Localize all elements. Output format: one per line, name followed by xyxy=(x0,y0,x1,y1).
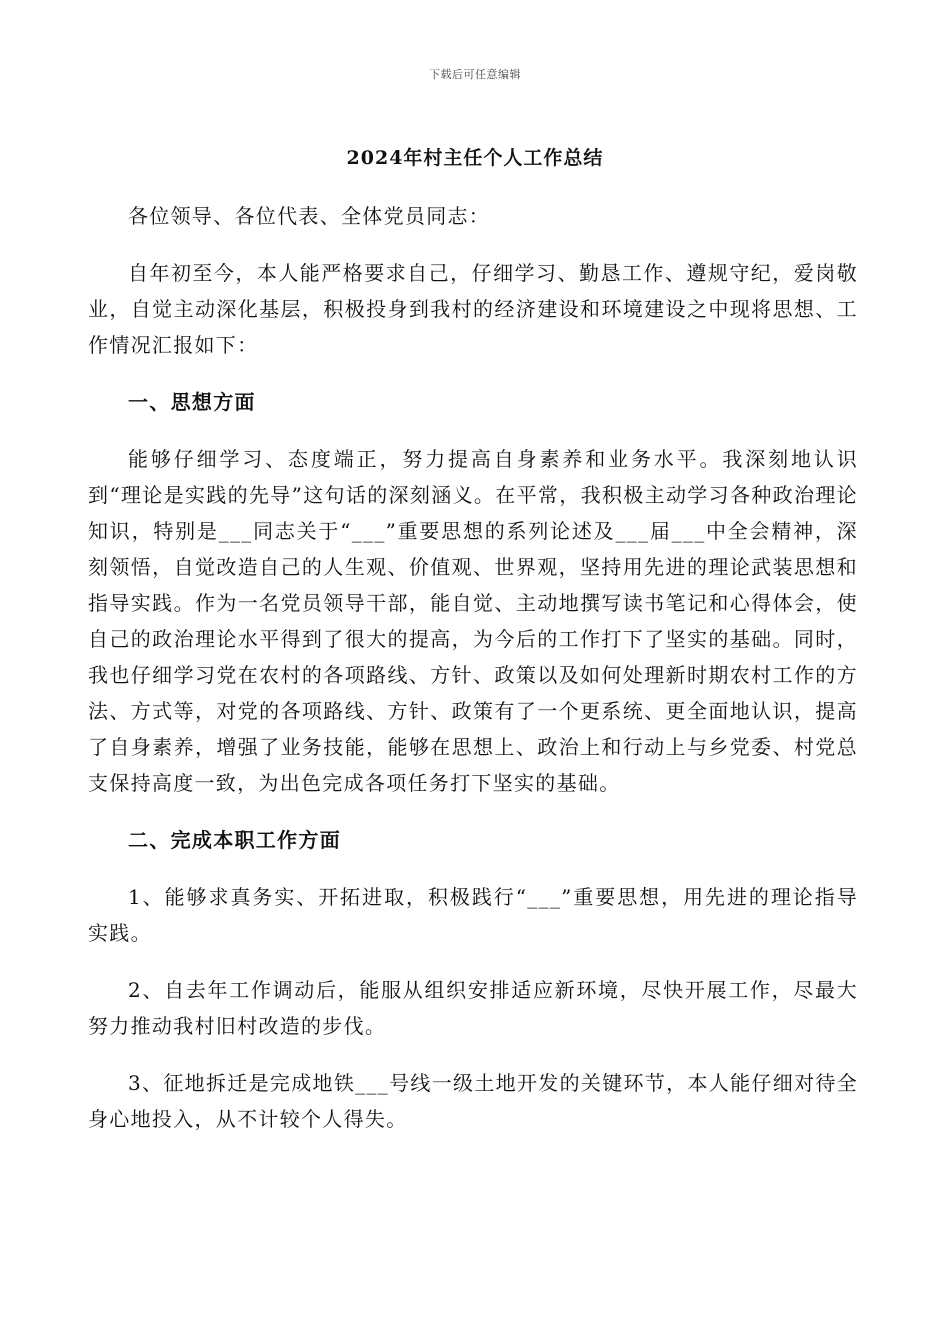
document-title: 2024年村主任个人工作总结 xyxy=(346,147,604,169)
duty-item-3: 3、征地拆迁是完成地铁___号线一级土地开发的关键环节，本人能仔细对待全身心地投入，从不计较个人得失。 xyxy=(88,1071,858,1131)
spacer xyxy=(88,420,858,441)
salutation: 各位领导、各位代表、全体党员同志： xyxy=(128,204,491,228)
section-heading-duties: 二、完成本职工作方面 xyxy=(128,828,341,852)
spacer xyxy=(88,951,858,972)
duty-item-2: 2、自去年工作调动后，能服从组织安排适应新环境，尽快开展工作，尽最大努力推动我村旧村改造的步伐。 xyxy=(88,978,858,1038)
document-body xyxy=(88,198,858,1137)
spacer xyxy=(88,858,858,879)
header-note: 下载后可任意编辑 xyxy=(429,68,521,81)
spacer xyxy=(88,1044,858,1065)
spacer xyxy=(88,801,858,822)
section-heading-thought: 一、思想方面 xyxy=(128,390,256,414)
section-paragraph-thought: 能够仔细学习、态度端正，努力提高自身素养和业务水平。我深刻地认识到“理论是实践的先导”这句话的深刻涵义。在平常，我积极主动学习各种政治理论知识，特别是___同志关于“___”重要思想的系列论述及___届___中全会精神，深刻领悟，自觉改造自己的人生观、价值观、世界观，坚持用先进的理论武装思想和指导实践。作为一名党员领导干部，能自觉、主动地撰写读书笔记和心得体会，使自己的政治理论水平得到了很大的提高，为今后的工作打下了坚实的基础。同时，我也仔细学习党在农村的各项路线、方针、政策以及如何处理新时期农村工作的方法、方式等，对党的各项路线、方针、政策有了一个更系统、更全面地认识，提高了自身素养，增强了业务技能，能够在思想上、政治上和行动上与乡党委、村党总支保持高度一致，为出色完成各项任务打下坚实的基础。 xyxy=(88,447,858,795)
intro-paragraph: 自年初至今，本人能严格要求自己，仔细学习、勤恳工作、遵规守纪，爱岗敬业，自觉主动深化基层，积极投身到我村的经济建设和环境建设之中现将思想、工作情况汇报如下： xyxy=(88,261,858,357)
duty-item-1: 1、能够求真务实、开拓进取，积极践行“___”重要思想，用先进的理论指导实践。 xyxy=(88,885,858,945)
spacer xyxy=(88,363,858,384)
